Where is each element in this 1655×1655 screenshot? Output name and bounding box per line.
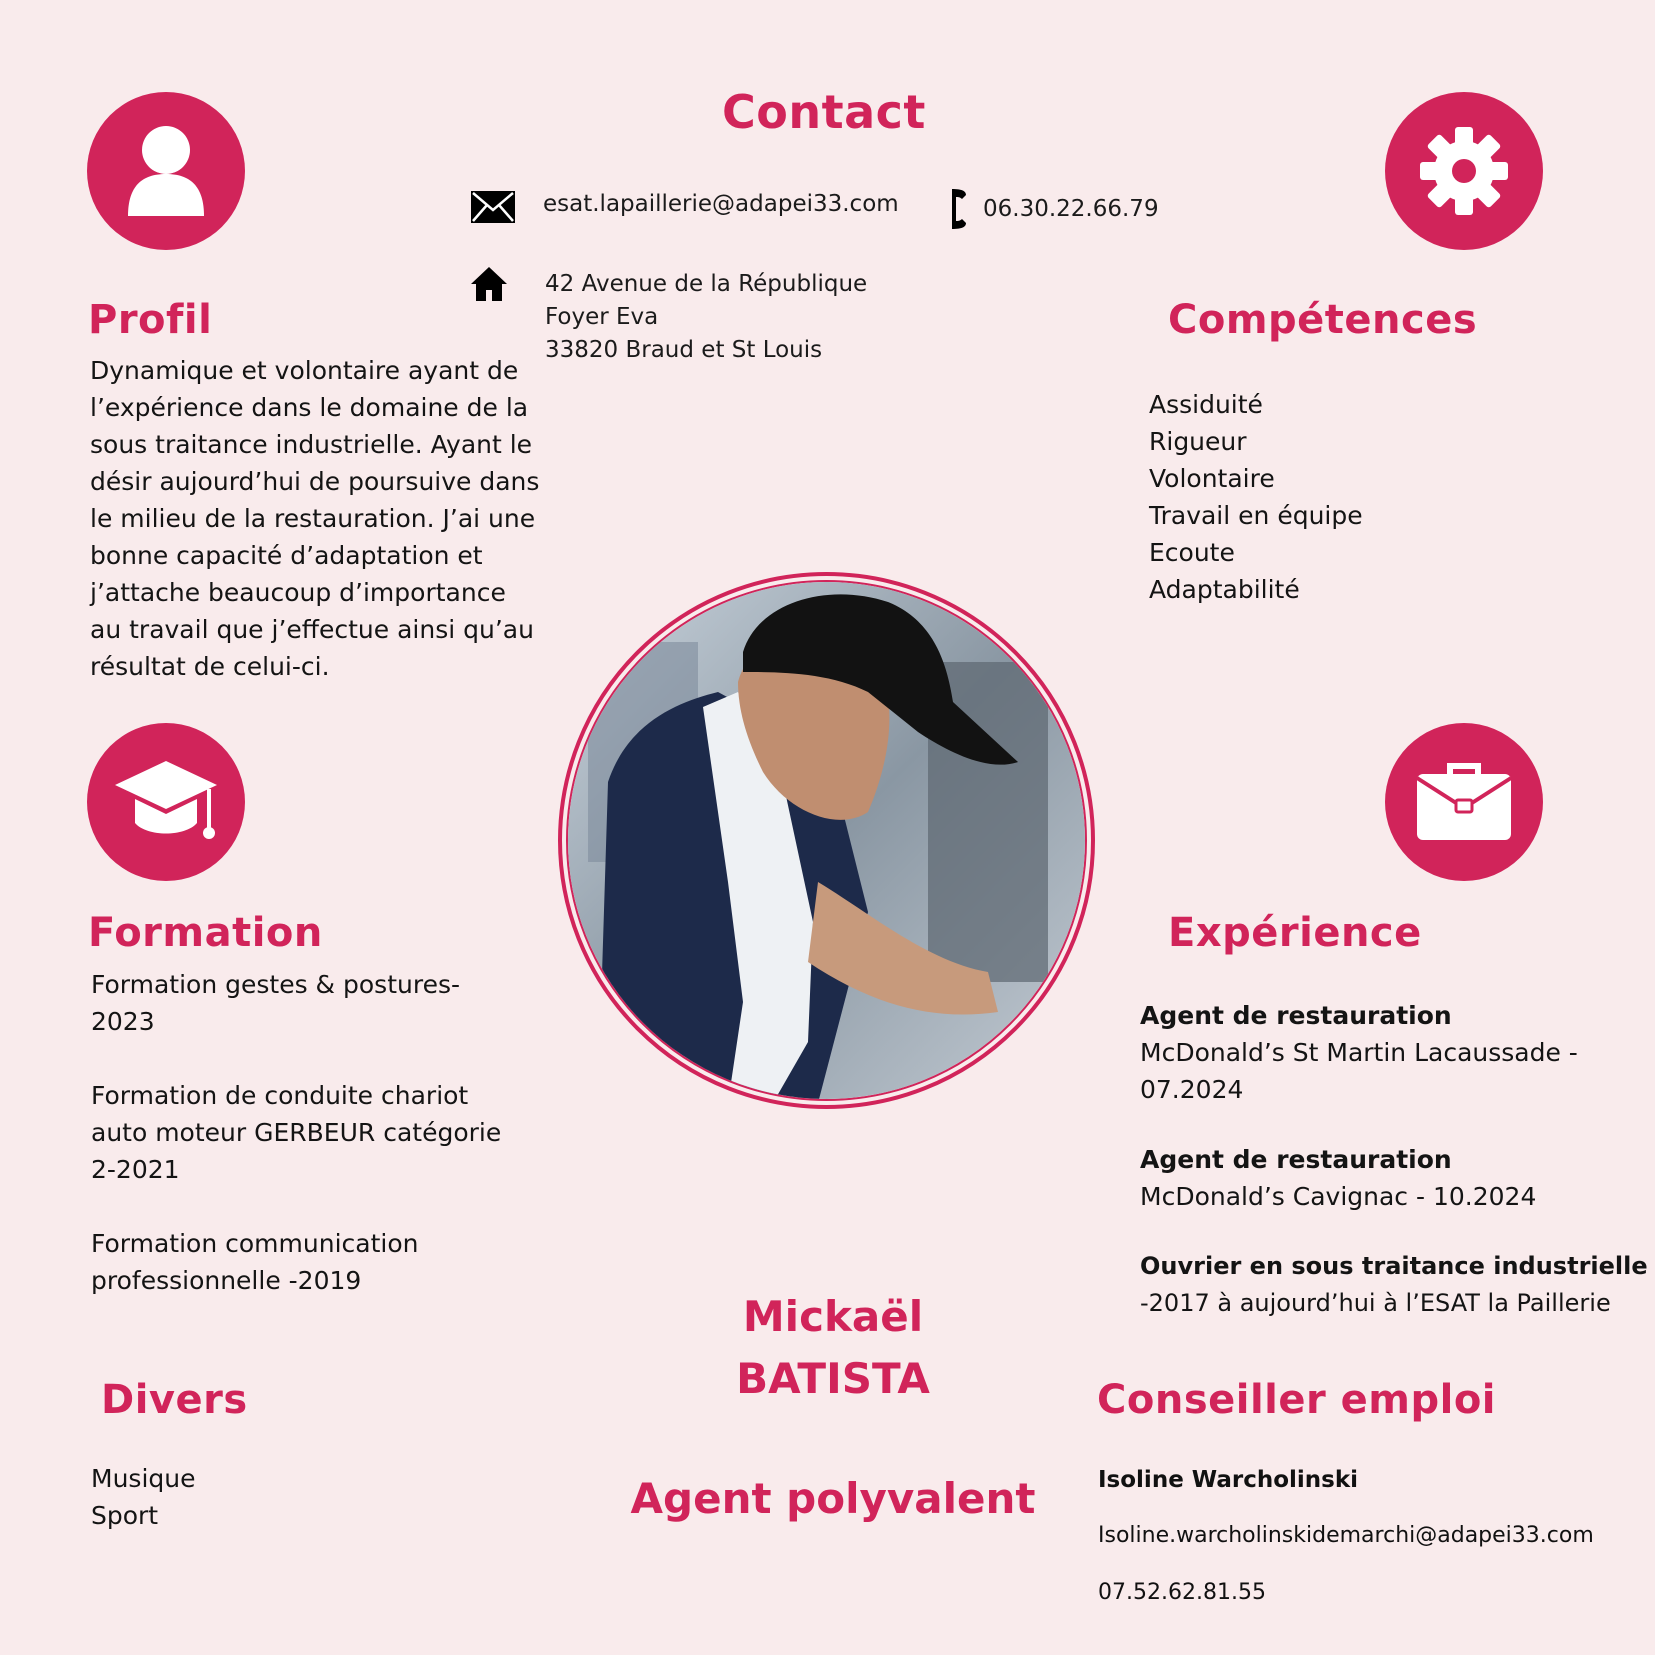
formation-item (91, 966, 501, 1040)
experience-heading: Expérience (1168, 910, 1422, 956)
formation-icon-circle (87, 723, 245, 881)
conseiller-phone[interactable]: 07.52.62.81.55 (1098, 1580, 1266, 1605)
competence-item: Rigueur (1149, 427, 1247, 456)
experience-line: McDonald’s Cavignac - 10.2024 (1140, 1182, 1537, 1211)
formation-line: auto moteur GERBEUR catégorie (91, 1118, 502, 1147)
address-line-1: 42 Avenue de la République (545, 271, 868, 297)
formation-item (91, 1225, 501, 1299)
formation-heading: Formation (88, 910, 323, 956)
profile-photo (566, 580, 1087, 1101)
divers-item: Musique (91, 1464, 196, 1493)
experience-title: Ouvrier en sous traitance industrielle (1140, 1252, 1648, 1280)
formation-item (91, 1077, 501, 1188)
experience-item (1140, 997, 1648, 1108)
experience-title: Agent de restauration (1140, 1145, 1452, 1174)
divers-item: Sport (91, 1501, 159, 1530)
divers-heading: Divers (101, 1377, 248, 1423)
profil-line: Dynamique et volontaire ayant de (90, 356, 519, 385)
profil-line: bonne capacité d’adaptation et (90, 541, 483, 570)
job-title: Agent polyvalent (630, 1474, 1036, 1523)
contact-address (545, 268, 867, 367)
formation-list (91, 966, 501, 1336)
experience-item (1140, 1248, 1648, 1322)
competence-item: Ecoute (1149, 538, 1235, 567)
profil-line: sous traitance industrielle. Ayant le (90, 430, 533, 459)
profil-line: le milieu de la restauration. J’ai une (90, 504, 536, 533)
conseiller-email[interactable]: Isoline.warcholinskidemarchi@adapei33.com (1098, 1523, 1594, 1548)
first-name: Mickaël (742, 1292, 924, 1341)
conseiller-name: Isoline Warcholinski (1098, 1467, 1359, 1493)
profil-line: résultat de celui-ci. (90, 652, 330, 681)
person-name (633, 1286, 1033, 1410)
competences-heading: Compétences (1168, 297, 1478, 343)
experience-line: McDonald’s St Martin Lacaussade - (1140, 1038, 1578, 1067)
profil-text (90, 352, 539, 685)
address-line-3: 33820 Braud et St Louis (545, 337, 823, 363)
briefcase-icon (1414, 760, 1514, 844)
competence-item: Assiduité (1149, 390, 1263, 419)
experience-item (1140, 1141, 1648, 1215)
phone-icon (948, 187, 970, 235)
competence-item: Volontaire (1149, 464, 1275, 493)
divers-list (91, 1460, 195, 1534)
experience-line: -2017 à aujourd’hui à l’ESAT la Paillerie (1140, 1289, 1611, 1317)
profil-line: j’attache beaucoup d’importance (90, 578, 506, 607)
profil-line: au travail que j’effectue ainsi qu’au (90, 615, 534, 644)
envelope-icon (470, 190, 516, 228)
profil-icon-circle (87, 92, 245, 250)
competence-item: Adaptabilité (1149, 575, 1300, 604)
competences-icon-circle (1385, 92, 1543, 250)
gear-icon (1418, 125, 1510, 217)
experience-line: 07.2024 (1140, 1075, 1244, 1104)
contact-phone[interactable]: 06.30.22.66.79 (983, 196, 1159, 222)
person-icon (124, 124, 208, 218)
graduation-cap-icon (111, 757, 221, 847)
last-name: BATISTA (736, 1354, 930, 1403)
contact-heading: Contact (722, 85, 926, 139)
formation-line: 2-2021 (91, 1155, 180, 1184)
experience-icon-circle (1385, 723, 1543, 881)
profil-line: désir aujourd’hui de poursuive dans (90, 467, 540, 496)
profil-heading: Profil (88, 297, 213, 343)
experience-list (1140, 997, 1648, 1355)
conseiller-heading: Conseiller emploi (1097, 1377, 1497, 1423)
home-icon (470, 265, 508, 307)
formation-line: Formation gestes & postures- (91, 970, 460, 999)
profil-line: l’expérience dans le domaine de la (90, 393, 529, 422)
competences-list (1149, 386, 1363, 608)
formation-line: Formation communication (91, 1229, 419, 1258)
contact-email[interactable]: esat.lapaillerie@adapei33.com (543, 191, 899, 217)
address-line-2: Foyer Eva (545, 304, 659, 330)
experience-title: Agent de restauration (1140, 1001, 1452, 1030)
formation-line: 2023 (91, 1007, 155, 1036)
formation-line: professionnelle -2019 (91, 1266, 362, 1295)
formation-line: Formation de conduite chariot (91, 1081, 469, 1110)
competence-item: Travail en équipe (1149, 501, 1363, 530)
